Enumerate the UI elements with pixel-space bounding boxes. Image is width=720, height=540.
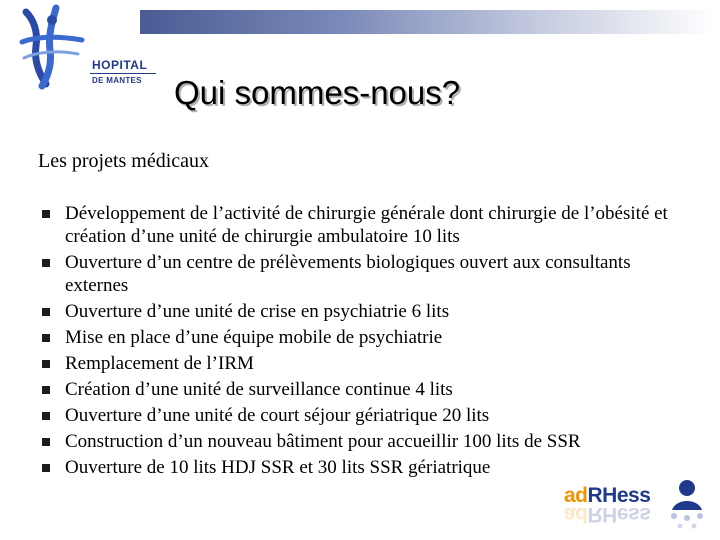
- adrhess-person-icon: [662, 478, 712, 538]
- logo-city-text: DE MANTES: [92, 76, 142, 85]
- list-item-text: Remplacement de l’IRM: [65, 353, 254, 374]
- adrhess-wordmark: adRHess: [564, 484, 651, 507]
- list-item-text: Ouverture de 10 lits HDJ SSR et 30 lits SSR gériatrique: [65, 457, 491, 478]
- square-bullet-icon: [42, 438, 50, 446]
- section-subtitle: Les projets médicaux: [38, 150, 210, 172]
- square-bullet-icon: [42, 464, 50, 472]
- square-bullet-icon: [42, 210, 50, 218]
- list-item: [38, 404, 678, 427]
- header-gradient-bar: [140, 10, 715, 34]
- list-item: [38, 326, 678, 349]
- square-bullet-icon: [42, 308, 50, 316]
- square-bullet-icon: [42, 259, 50, 267]
- square-bullet-icon: [42, 360, 50, 368]
- square-bullet-icon: [42, 386, 50, 394]
- list-item-text: Création d’une unité de surveillance continue 4 lits: [65, 379, 453, 400]
- list-item: [38, 251, 678, 297]
- square-bullet-icon: [42, 334, 50, 342]
- adrhess-logo: [560, 476, 720, 540]
- list-item: [38, 352, 678, 375]
- list-item-text: Ouverture d’un centre de prélèvements biologiques ouvert aux consultants externes: [65, 252, 631, 296]
- list-item: [38, 430, 678, 453]
- logo-hopital-text: HOPITAL: [92, 58, 148, 72]
- hospital-logo: [18, 2, 148, 90]
- adrhess-wordmark-reflection: adRHess: [564, 503, 651, 526]
- list-item: [38, 202, 678, 248]
- list-item-text: Ouverture d’une unité de court séjour gériatrique 20 lits: [65, 405, 490, 426]
- list-item-text: Ouverture d’une unité de crise en psychiatrie 6 lits: [65, 301, 450, 322]
- page-title: Qui sommes-nous?: [174, 74, 461, 111]
- list-item-text: Développement de l’activité de chirurgie générale dont chirurgie de l’obésité et création d’une unité de chirurgie ambulatoire 10 lits: [65, 203, 668, 247]
- list-item: [38, 300, 678, 323]
- list-item: [38, 378, 678, 401]
- project-list: [38, 202, 678, 482]
- list-item-text: Mise en place d’une équipe mobile de psychiatrie: [65, 327, 443, 348]
- logo-divider: [90, 73, 156, 74]
- list-item-text: Construction d’un nouveau bâtiment pour accueillir 100 lits de SSR: [65, 431, 581, 452]
- square-bullet-icon: [42, 412, 50, 420]
